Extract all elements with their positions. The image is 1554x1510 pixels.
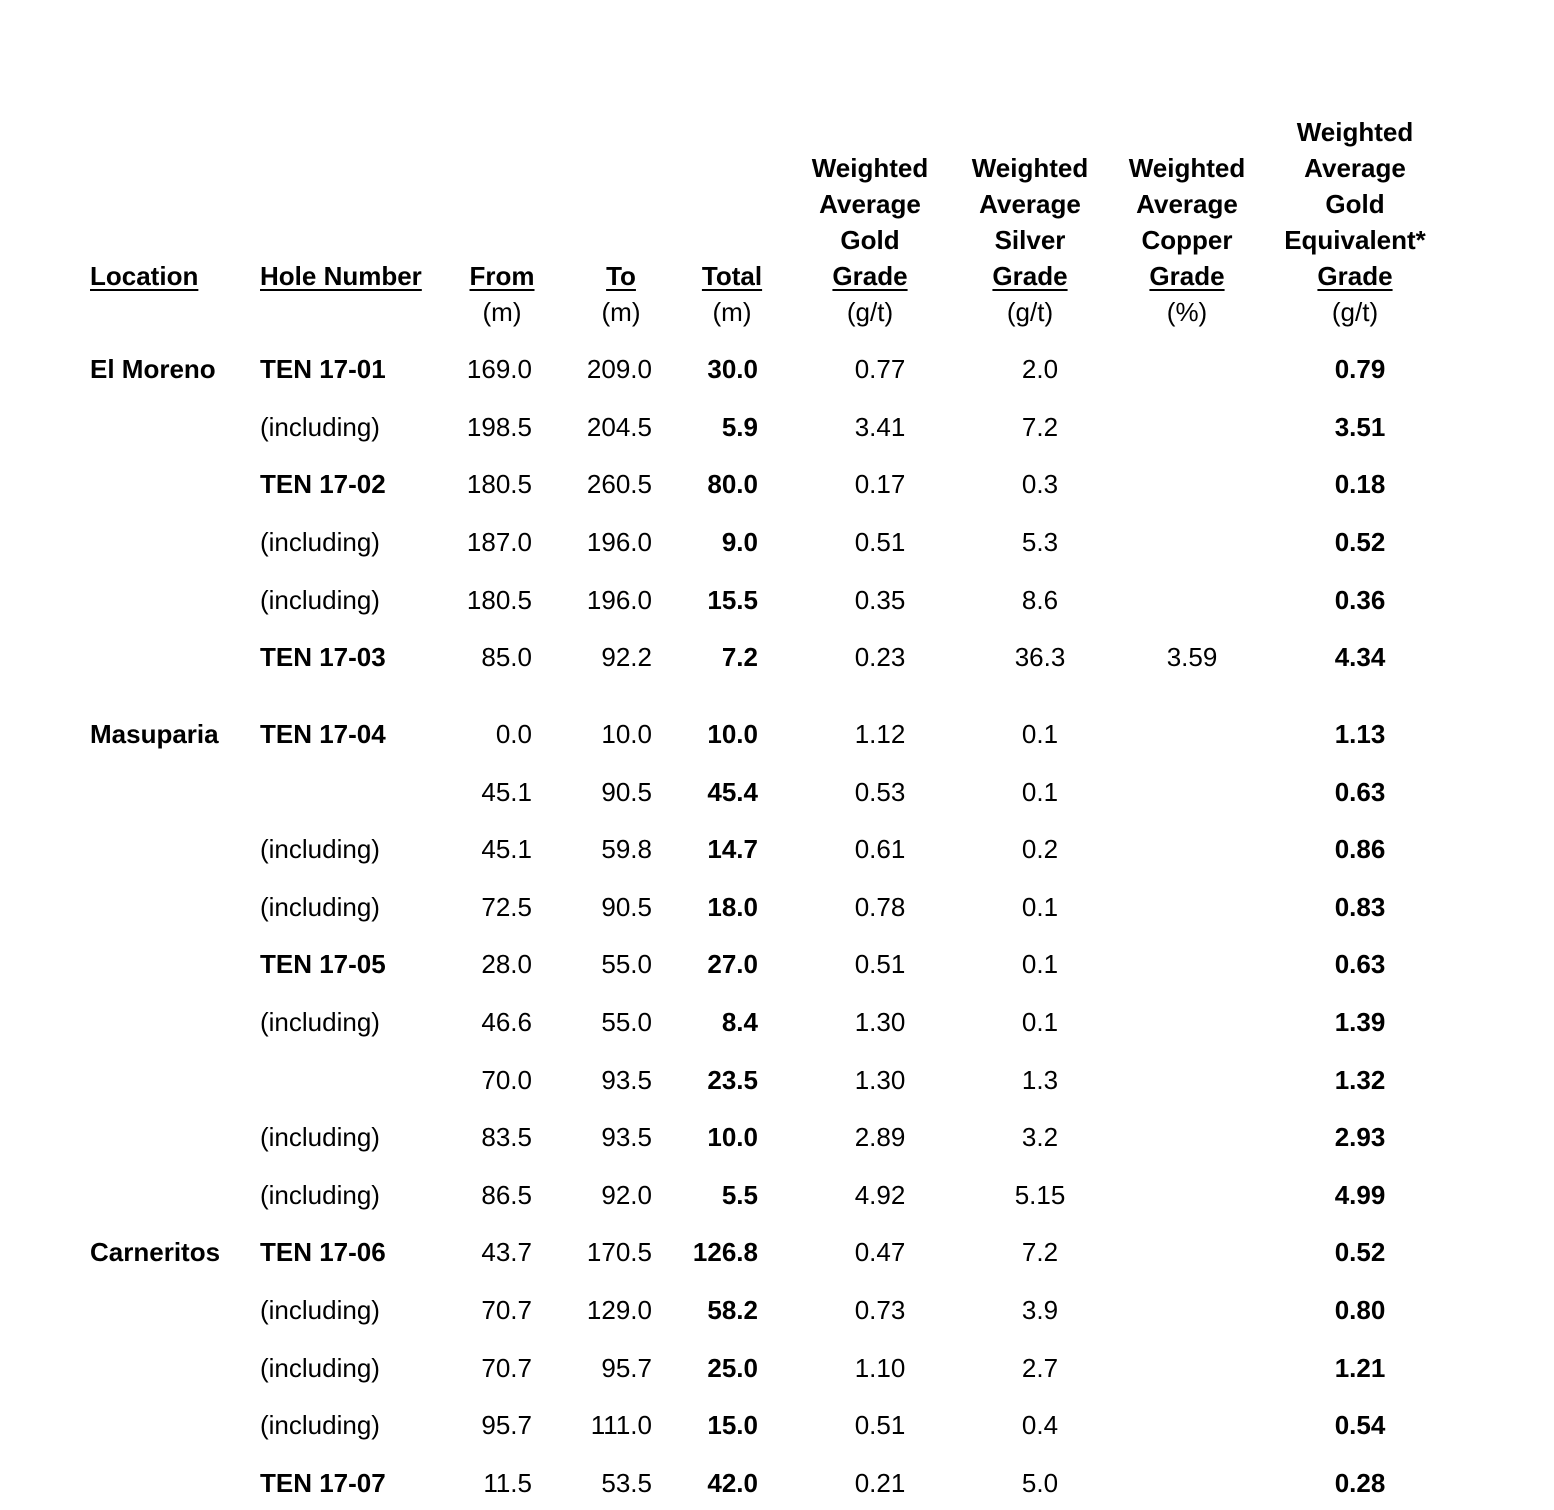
cell-to: 170.5 — [586, 1237, 652, 1267]
cell-gold: 3.41 — [854, 412, 906, 442]
cell-hole: (including) — [260, 1410, 380, 1440]
cell-equiv: 1.39 — [1334, 1007, 1386, 1037]
cell-equiv: 1.21 — [1334, 1353, 1386, 1383]
cell-equiv: 4.34 — [1334, 642, 1386, 672]
header-copper-line-4: Grade — [1149, 261, 1225, 291]
cell-silver: 7.2 — [1021, 412, 1059, 442]
cell-total: 18.0 — [707, 892, 758, 922]
cell-hole: (including) — [260, 892, 380, 922]
cell-from: 45.1 — [481, 777, 532, 807]
cell-equiv: 2.93 — [1334, 1122, 1386, 1152]
header-equiv-line-1: Weighted — [1296, 117, 1414, 147]
header-silver-line-2: Average — [979, 189, 1081, 219]
header-to: To — [606, 261, 636, 291]
cell-from: 83.5 — [481, 1122, 532, 1152]
cell-to: 209.0 — [586, 354, 652, 384]
header-silver-line-1: Weighted — [971, 153, 1089, 183]
cell-total: 45.4 — [707, 777, 758, 807]
header-equiv-line-5: Grade — [1317, 261, 1393, 291]
cell-equiv: 0.63 — [1334, 777, 1386, 807]
cell-gold: 4.92 — [854, 1180, 906, 1210]
cell-gold: 0.35 — [854, 585, 906, 615]
header-gold-line-1: Weighted — [811, 153, 929, 183]
cell-gold: 0.61 — [854, 834, 906, 864]
cell-hole: (including) — [260, 1353, 380, 1383]
cell-to: 196.0 — [586, 585, 652, 615]
cell-from: 46.6 — [481, 1007, 532, 1037]
cell-equiv: 0.36 — [1334, 585, 1386, 615]
cell-total: 25.0 — [707, 1353, 758, 1383]
cell-to: 92.0 — [601, 1180, 652, 1210]
cell-to: 59.8 — [601, 834, 652, 864]
cell-silver: 5.15 — [1014, 1180, 1066, 1210]
cell-total: 10.0 — [707, 1122, 758, 1152]
cell-copper: 3.59 — [1166, 642, 1218, 672]
cell-to: 55.0 — [601, 949, 652, 979]
cell-hole: TEN 17-06 — [260, 1237, 386, 1267]
header-location: Location — [90, 261, 199, 291]
cell-silver: 0.1 — [1021, 719, 1059, 749]
cell-gold: 1.12 — [854, 719, 906, 749]
cell-silver: 0.1 — [1021, 892, 1059, 922]
cell-to: 111.0 — [590, 1410, 652, 1440]
cell-from: 70.7 — [481, 1295, 532, 1325]
cell-equiv: 0.80 — [1334, 1295, 1386, 1325]
header-gold-unit: (g/t) — [846, 297, 894, 327]
cell-from: 86.5 — [481, 1180, 532, 1210]
cell-gold: 0.23 — [854, 642, 906, 672]
cell-silver: 3.9 — [1021, 1295, 1059, 1325]
header-copper-line-2: Average — [1136, 189, 1238, 219]
cell-hole: TEN 17-03 — [260, 642, 386, 672]
cell-hole: (including) — [260, 585, 380, 615]
cell-equiv: 0.54 — [1334, 1410, 1386, 1440]
cell-from: 70.7 — [481, 1353, 532, 1383]
cell-total: 30.0 — [707, 354, 758, 384]
cell-equiv: 0.52 — [1334, 1237, 1386, 1267]
cell-equiv: 0.63 — [1334, 949, 1386, 979]
cell-gold: 2.89 — [854, 1122, 906, 1152]
cell-gold: 0.21 — [854, 1468, 906, 1498]
cell-silver: 7.2 — [1021, 1237, 1059, 1267]
cell-from: 11.5 — [483, 1468, 532, 1498]
cell-from: 43.7 — [481, 1237, 532, 1267]
cell-from: 95.7 — [481, 1410, 532, 1440]
cell-from: 180.5 — [466, 469, 532, 499]
cell-to: 93.5 — [601, 1065, 652, 1095]
cell-from: 0.0 — [495, 719, 532, 749]
cell-gold: 1.30 — [854, 1065, 906, 1095]
cell-total: 10.0 — [707, 719, 758, 749]
cell-gold: 0.51 — [854, 949, 906, 979]
cell-location: El Moreno — [90, 354, 216, 384]
header-gold-line-2: Average — [819, 189, 921, 219]
cell-total: 80.0 — [707, 469, 758, 499]
cell-total: 14.7 — [707, 834, 758, 864]
cell-from: 72.5 — [481, 892, 532, 922]
cell-to: 260.5 — [586, 469, 652, 499]
cell-hole: TEN 17-04 — [260, 719, 386, 749]
header-equiv-unit: (g/t) — [1331, 297, 1379, 327]
cell-to: 129.0 — [586, 1295, 652, 1325]
cell-gold: 0.73 — [854, 1295, 906, 1325]
cell-silver: 2.7 — [1021, 1353, 1059, 1383]
header-total-unit: (m) — [712, 297, 752, 327]
cell-silver: 3.2 — [1021, 1122, 1059, 1152]
cell-gold: 0.78 — [854, 892, 906, 922]
cell-gold: 1.10 — [854, 1353, 906, 1383]
cell-from: 187.0 — [466, 527, 532, 557]
cell-silver: 0.2 — [1021, 834, 1059, 864]
cell-gold: 0.51 — [854, 527, 906, 557]
cell-total: 9.0 — [721, 527, 758, 557]
cell-from: 169.0 — [466, 354, 532, 384]
cell-to: 10.0 — [601, 719, 652, 749]
cell-hole: (including) — [260, 1122, 380, 1152]
header-total: Total — [701, 261, 763, 291]
cell-equiv: 0.18 — [1334, 469, 1386, 499]
cell-to: 53.5 — [601, 1468, 652, 1498]
header-silver-unit: (g/t) — [1006, 297, 1054, 327]
cell-gold: 0.77 — [854, 354, 906, 384]
cell-to: 196.0 — [586, 527, 652, 557]
cell-total: 7.2 — [721, 642, 758, 672]
cell-hole: TEN 17-05 — [260, 949, 386, 979]
cell-silver: 0.1 — [1021, 1007, 1059, 1037]
cell-silver: 0.4 — [1021, 1410, 1059, 1440]
cell-hole: (including) — [260, 1007, 380, 1037]
cell-hole: TEN 17-07 — [260, 1468, 386, 1498]
header-equiv-line-2: Average — [1304, 153, 1406, 183]
cell-from: 70.0 — [481, 1065, 532, 1095]
cell-total: 15.5 — [707, 585, 758, 615]
cell-from: 28.0 — [481, 949, 532, 979]
header-gold-line-4: Grade — [832, 261, 908, 291]
cell-total: 5.9 — [721, 412, 758, 442]
cell-hole: TEN 17-01 — [260, 354, 386, 384]
cell-silver: 2.0 — [1021, 354, 1059, 384]
header-silver-line-4: Grade — [992, 261, 1068, 291]
header-from-unit: (m) — [482, 297, 522, 327]
cell-equiv: 3.51 — [1334, 412, 1386, 442]
cell-from: 85.0 — [481, 642, 532, 672]
cell-total: 42.0 — [707, 1468, 758, 1498]
cell-equiv: 1.32 — [1334, 1065, 1386, 1095]
cell-total: 58.2 — [707, 1295, 758, 1325]
cell-from: 198.5 — [466, 412, 532, 442]
cell-hole: (including) — [260, 1180, 380, 1210]
cell-equiv: 0.83 — [1334, 892, 1386, 922]
cell-from: 45.1 — [481, 834, 532, 864]
cell-to: 90.5 — [601, 892, 652, 922]
header-hole-number: Hole Number — [260, 261, 422, 291]
cell-to: 90.5 — [601, 777, 652, 807]
cell-equiv: 0.79 — [1334, 354, 1386, 384]
cell-gold: 0.17 — [854, 469, 906, 499]
cell-gold: 0.47 — [854, 1237, 906, 1267]
cell-silver: 0.3 — [1021, 469, 1059, 499]
cell-equiv: 1.13 — [1334, 719, 1386, 749]
header-copper-unit: (%) — [1166, 297, 1208, 327]
header-copper-line-1: Weighted — [1128, 153, 1246, 183]
cell-silver: 36.3 — [1014, 642, 1066, 672]
header-gold-line-3: Gold — [840, 225, 900, 255]
cell-equiv: 0.52 — [1334, 527, 1386, 557]
cell-equiv: 0.28 — [1334, 1468, 1386, 1498]
cell-silver: 5.0 — [1021, 1468, 1059, 1498]
cell-to: 92.2 — [601, 642, 652, 672]
cell-location: Masuparia — [90, 719, 219, 749]
cell-gold: 0.51 — [854, 1410, 906, 1440]
cell-gold: 0.53 — [854, 777, 906, 807]
cell-to: 204.5 — [586, 412, 652, 442]
cell-silver: 5.3 — [1021, 527, 1059, 557]
header-equiv-line-3: Gold — [1325, 189, 1385, 219]
cell-hole: (including) — [260, 412, 380, 442]
cell-silver: 0.1 — [1021, 777, 1059, 807]
cell-total: 126.8 — [692, 1237, 758, 1267]
cell-to: 55.0 — [601, 1007, 652, 1037]
cell-hole: (including) — [260, 834, 380, 864]
cell-total: 15.0 — [707, 1410, 758, 1440]
cell-silver: 8.6 — [1021, 585, 1059, 615]
cell-to: 95.7 — [601, 1353, 652, 1383]
header-copper-line-3: Copper — [1141, 225, 1233, 255]
cell-total: 23.5 — [707, 1065, 758, 1095]
header-to-unit: (m) — [601, 297, 641, 327]
cell-hole: (including) — [260, 1295, 380, 1325]
cell-total: 5.5 — [721, 1180, 758, 1210]
header-silver-line-3: Silver — [994, 225, 1066, 255]
cell-location: Carneritos — [90, 1237, 221, 1267]
cell-silver: 1.3 — [1021, 1065, 1059, 1095]
cell-gold: 1.30 — [854, 1007, 906, 1037]
header-equiv-line-4: Equivalent* — [1284, 225, 1426, 255]
cell-equiv: 0.86 — [1334, 834, 1386, 864]
cell-hole: TEN 17-02 — [260, 469, 386, 499]
cell-silver: 0.1 — [1021, 949, 1059, 979]
cell-from: 180.5 — [466, 585, 532, 615]
cell-equiv: 4.99 — [1334, 1180, 1386, 1210]
cell-hole: (including) — [260, 527, 380, 557]
cell-total: 27.0 — [707, 949, 758, 979]
cell-to: 93.5 — [601, 1122, 652, 1152]
header-from: From — [469, 261, 535, 291]
cell-total: 8.4 — [721, 1007, 758, 1037]
